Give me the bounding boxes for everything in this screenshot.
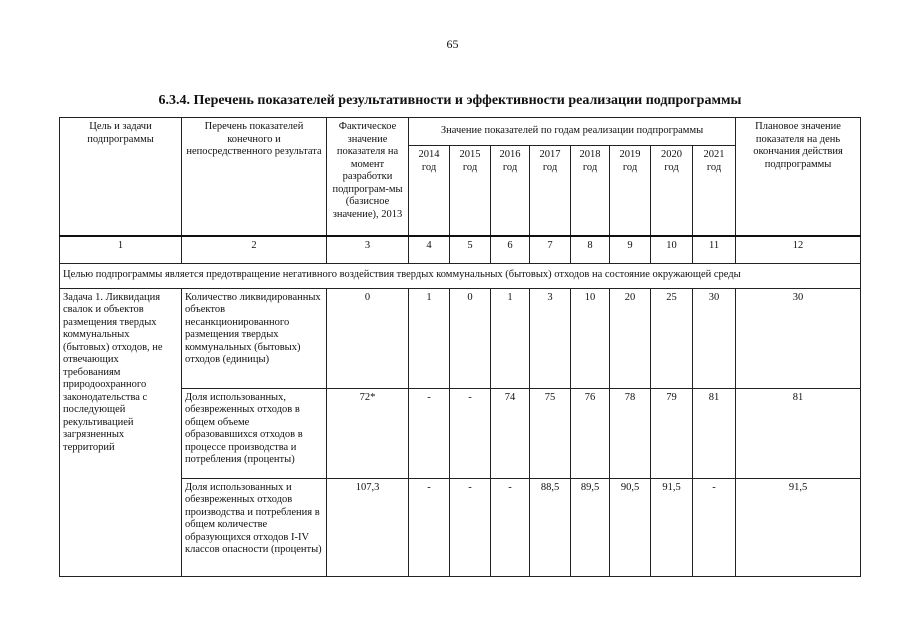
header-year: 2020 год — [651, 146, 693, 236]
indicator-name: Доля использованных, обезвреженных отходов в общем объеме образовавшихся отходов в процессе производства и потребления (проценты) — [182, 388, 327, 478]
indicator-name: Доля использованных и обезвреженных отходов производства и потребления в общем количестве образующихся отходов I-IV классов опасности (проценты) — [182, 478, 327, 576]
year-value: - — [450, 478, 491, 576]
header-year: 2021 год — [693, 146, 736, 236]
column-number: 2 — [182, 236, 327, 264]
column-number-row — [60, 236, 861, 264]
year-value: 90,5 — [610, 478, 651, 576]
indicator-name: Количество ликвидированных объектов несанкционированного размещения твердых коммунальных (бытовых) отходов (единицы) — [182, 288, 327, 388]
header-planned-value: Плановое значение показателя на день окончания действия подпрограммы — [736, 118, 861, 236]
year-value: - — [409, 478, 450, 576]
year-value: 1 — [409, 288, 450, 388]
year-value: 81 — [693, 388, 736, 478]
column-number: 7 — [530, 236, 571, 264]
header-row-1 — [60, 118, 861, 146]
year-value: 3 — [530, 288, 571, 388]
column-number: 5 — [450, 236, 491, 264]
header-indicators: Перечень показателей конечного и непосредственного результата — [182, 118, 327, 236]
base-value: 72* — [327, 388, 409, 478]
page-number: 65 — [446, 37, 459, 51]
column-number: 11 — [693, 236, 736, 264]
column-number: 6 — [491, 236, 530, 264]
planned-value: 91,5 — [736, 478, 861, 576]
base-value: 107,3 — [327, 478, 409, 576]
year-value: 89,5 — [571, 478, 610, 576]
year-value: 79 — [651, 388, 693, 478]
year-value: - — [693, 478, 736, 576]
year-value: - — [409, 388, 450, 478]
year-value: 25 — [651, 288, 693, 388]
task-cell: Задача 1. Ликвидация свалок и объектов размещения твердых коммунальных (бытовых) отходов, не отвечающих требованиям природоохранного законодательства с последующей рекультивацией загрязненных территорий — [60, 288, 182, 576]
planned-value: 81 — [736, 388, 861, 478]
column-number: 9 — [610, 236, 651, 264]
header-year: 2016 год — [491, 146, 530, 236]
year-value: 91,5 — [651, 478, 693, 576]
table-row — [60, 288, 861, 388]
year-value: - — [450, 388, 491, 478]
header-year: 2019 год — [610, 146, 651, 236]
year-value: 10 — [571, 288, 610, 388]
header-goal: Цель и задачи подпрограммы — [60, 118, 182, 236]
base-value: 0 — [327, 288, 409, 388]
year-value: 1 — [491, 288, 530, 388]
header-year: 2015 год — [450, 146, 491, 236]
header-actual-value: Фактическое значение показателя на момент разработки подпрограм-мы (базисное значение), 2013 — [327, 118, 409, 236]
year-value: - — [491, 478, 530, 576]
indicators-table — [59, 117, 861, 577]
year-value: 30 — [693, 288, 736, 388]
year-value: 88,5 — [530, 478, 571, 576]
header-year: 2018 год — [571, 146, 610, 236]
column-number: 4 — [409, 236, 450, 264]
year-value: 20 — [610, 288, 651, 388]
column-number: 12 — [736, 236, 861, 264]
planned-value: 30 — [736, 288, 861, 388]
header-years-group: Значение показателей по годам реализации подпрограммы — [409, 118, 736, 146]
column-number: 3 — [327, 236, 409, 264]
year-value: 0 — [450, 288, 491, 388]
column-number: 1 — [60, 236, 182, 264]
year-value: 74 — [491, 388, 530, 478]
year-value: 75 — [530, 388, 571, 478]
year-value: 76 — [571, 388, 610, 478]
subprogram-goal: Целью подпрограммы является предотвращение негативного воздействия твердых коммунальных (бытовых) отходов на состояние окружающей среды — [60, 263, 861, 288]
header-year: 2014 год — [409, 146, 450, 236]
year-value: 78 — [610, 388, 651, 478]
column-number: 10 — [651, 236, 693, 264]
section-title: 6.3.4. Перечень показателей результативности и эффективности реализации подпрограммы — [158, 93, 742, 108]
header-year: 2017 год — [530, 146, 571, 236]
column-number: 8 — [571, 236, 610, 264]
goal-row — [60, 263, 861, 288]
